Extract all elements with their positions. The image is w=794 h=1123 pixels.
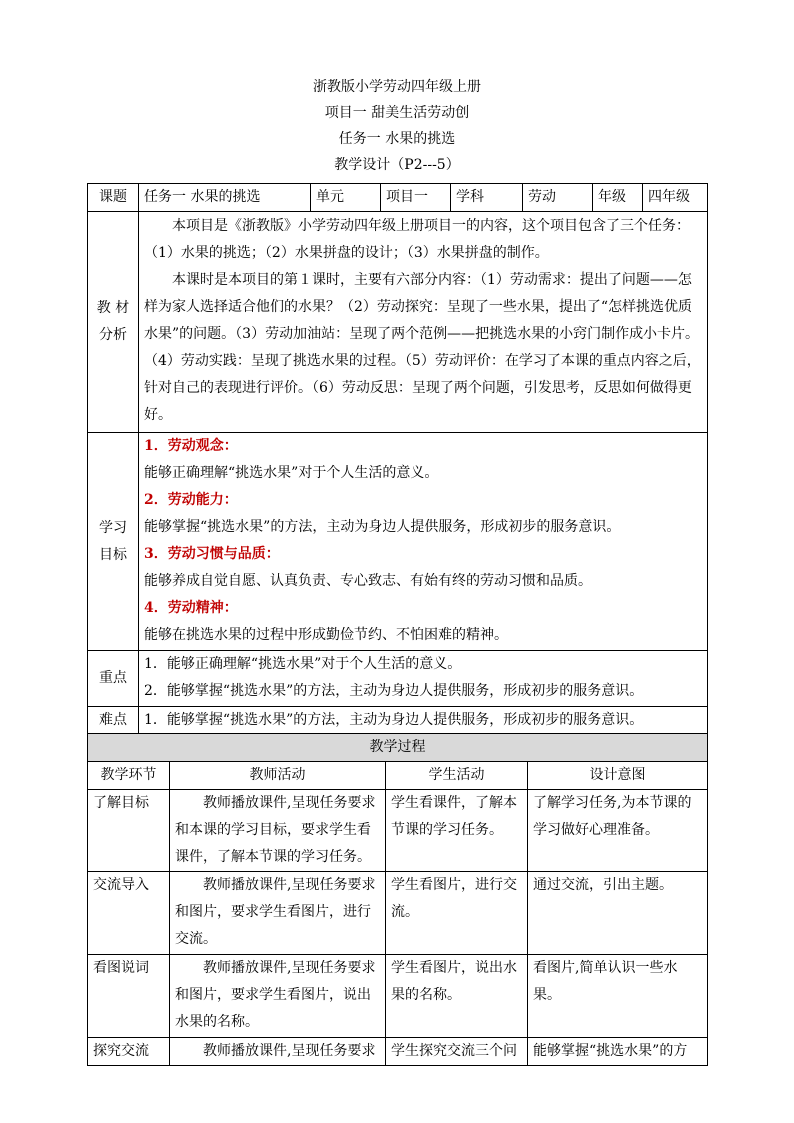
goal-text: 能够在挑选水果的过程中形成勤俭节约、不怕困难的精神。	[144, 627, 508, 643]
design-intent-cell: 通过交流，引出主题。	[528, 872, 708, 955]
info-cell: 任务一 水果的挑选	[139, 184, 311, 212]
process-row	[88, 790, 708, 872]
goals-label	[88, 433, 139, 651]
student-activity-cell: 学生探究交流三个问	[386, 1038, 528, 1066]
goal-heading: 2．劳动能力：	[144, 492, 238, 508]
goal-text: 能够养成自觉自愿、认真负责、专心致志、有始有终的劳动习惯和品质。	[144, 573, 592, 589]
goals-content	[139, 433, 708, 651]
label-line: 目标	[99, 546, 127, 563]
process-row	[88, 955, 708, 1038]
task-title: 任务一 水果的挑选	[338, 131, 456, 147]
analysis-paragraph: 本项目是《浙教版》小学劳动四年级上册项目一的内容，这个项目包含了三个任务：（1）水果的挑选；（2）水果拼盘的设计；（3）水果拼盘的制作。	[144, 218, 690, 261]
document-title-block	[0, 74, 794, 178]
info-cell: 劳动	[523, 184, 593, 212]
analysis-row	[88, 212, 708, 433]
key-points-row	[88, 651, 708, 707]
goal-heading: 4．劳动精神：	[144, 600, 238, 616]
analysis-label	[88, 212, 139, 433]
difficult-points-row	[88, 707, 708, 735]
key-point: 1．能够正确理解“挑选水果”对于个人生活的意义。	[144, 656, 462, 672]
info-cell: 课题	[88, 184, 139, 212]
student-activity-cell: 学生看课件，了解本节课的学习任务。	[386, 790, 528, 872]
process-title: 教学过程	[88, 734, 708, 762]
info-cell: 四年级	[643, 184, 708, 212]
analysis-content	[139, 212, 708, 433]
process-row	[88, 1038, 708, 1066]
stage-cell: 探究交流	[88, 1038, 170, 1066]
student-activity-cell: 学生看图片，进行交流。	[386, 872, 528, 955]
column-header: 学生活动	[386, 762, 528, 790]
difficult-points-label: 难点	[88, 707, 139, 735]
design-title: 教学设计（P2---5）	[334, 157, 460, 173]
teacher-activity-cell: 教师播放课件,呈现任务要求和图片，要求学生看图片，说出水果的名称。	[170, 955, 386, 1038]
student-activity-cell: 学生看图片，说出水果的名称。	[386, 955, 528, 1038]
info-cell: 年级	[593, 184, 643, 212]
column-header: 教学环节	[88, 762, 170, 790]
stage-cell: 交流导入	[88, 872, 170, 955]
analysis-paragraph: 本课时是本项目的第１课时，主要有六部分内容：（1）劳动需求：提出了问题——怎样为家人选择适合他们的水果？（2）劳动探究：呈现了一些水果，提出了“怎样挑选优质水果”的问题。（3）劳动加油站：呈现了两个范例——把挑选水果的小窍门制作成小卡片。（4）劳动实践：呈现了挑选水果的过程。（5）劳动评价：在学习了本课的重点内容之后，针对自己的表现进行评价。（6）劳动反思：呈现了两个问题，引发思考，反思如何做得更好。	[144, 272, 701, 423]
goal-text: 能够掌握“挑选水果”的方法，主动为身边人提供服务，形成初步的服务意识。	[144, 519, 621, 535]
key-points-label: 重点	[88, 651, 139, 707]
info-row	[88, 184, 708, 212]
document-title: 浙教版小学劳动四年级上册	[313, 79, 481, 95]
label-line: 教 材	[96, 300, 130, 316]
goal-text: 能够正确理解“挑选水果”对于个人生活的意义。	[144, 465, 439, 481]
label-line: 分析	[99, 327, 127, 343]
lesson-info-table	[87, 183, 708, 735]
key-point: 2．能够掌握“挑选水果”的方法，主动为身边人提供服务，形成初步的服务意识。	[144, 683, 644, 699]
teacher-activity-cell: 教师播放课件,呈现任务要求和本课的学习目标，要求学生看课件，了解本节课的学习任务。	[170, 790, 386, 872]
goal-heading: 3．劳动习惯与品质：	[144, 546, 280, 562]
design-intent-cell: 看图片,简单认识一些水果。	[528, 955, 708, 1038]
goal-heading: 1．劳动观念：	[144, 438, 238, 454]
design-intent-cell: 了解学习任务,为本节课的学习做好心理准备。	[528, 790, 708, 872]
design-intent-cell: 能够掌握“挑选水果”的方	[528, 1038, 708, 1066]
info-cell: 项目一	[381, 184, 451, 212]
key-points-content	[139, 651, 708, 707]
project-title: 项目一 甜美生活劳动创	[324, 105, 470, 121]
column-header: 设计意图	[528, 762, 708, 790]
label-line: 学习	[99, 519, 127, 536]
process-header-row	[88, 762, 708, 790]
goals-row	[88, 433, 708, 651]
teaching-process-table	[87, 733, 708, 1066]
teacher-activity-cell: 教师播放课件,呈现任务要求和图片，要求学生看图片，进行交流。	[170, 872, 386, 955]
teacher-activity-cell: 教师播放课件,呈现任务要求	[170, 1038, 386, 1066]
info-cell: 学科	[451, 184, 523, 212]
stage-cell: 了解目标	[88, 790, 170, 872]
difficult-point: 1．能够掌握“挑选水果”的方法，主动为身边人提供服务，形成初步的服务意识。	[139, 707, 708, 735]
process-row	[88, 872, 708, 955]
stage-cell: 看图说词	[88, 955, 170, 1038]
info-cell: 单元	[311, 184, 381, 212]
column-header: 教师活动	[170, 762, 386, 790]
